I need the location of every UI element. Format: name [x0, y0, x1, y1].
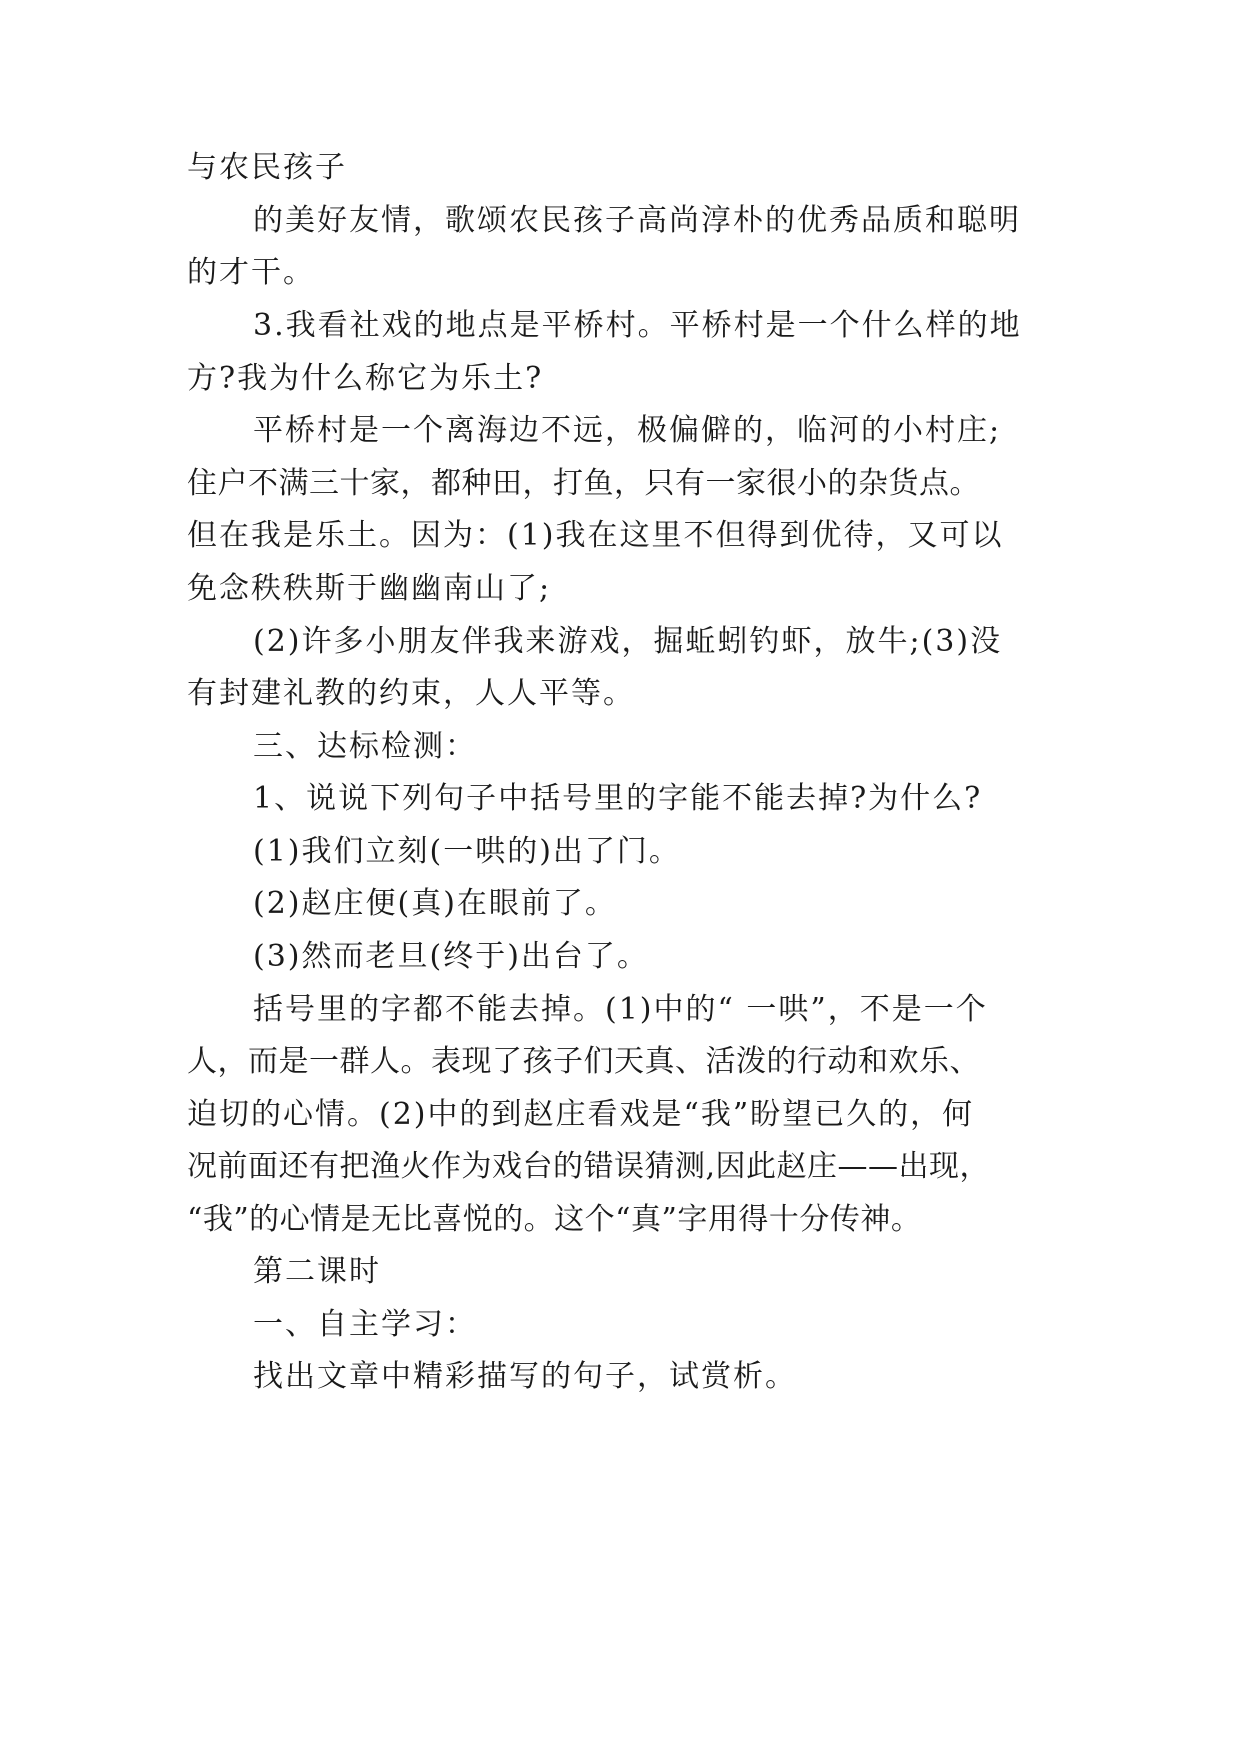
- question-item: (1)我们立刻(一哄的)出了门。: [253, 834, 681, 869]
- text-line: (2)许多小朋友伴我来游戏，掘蚯蚓钓虾，放牛;(3)没: [253, 624, 1003, 659]
- question-item: (3)然而老旦(终于)出台了。: [253, 939, 649, 974]
- text-line: 有封建礼教的约束，人人平等。: [187, 676, 635, 711]
- text-line: 的才干。: [187, 255, 315, 290]
- question-line: 1、说说下列句子中括号里的字能不能去掉?为什么?: [253, 781, 983, 816]
- text-line: 3.我看社戏的地点是平桥村。平桥村是一个什么样的地: [253, 308, 1022, 343]
- text-line: 的美好友情，歌颂农民孩子高尚淳朴的优秀品质和聪明: [253, 203, 1021, 238]
- text-line: 人，而是一群人。表现了孩子们天真、活泼的行动和欢乐、: [187, 1044, 980, 1079]
- text-line: 住户不满三十家，都种田，打鱼，只有一家很小的杂货点。: [187, 466, 980, 501]
- question-item: (2)赵庄便(真)在眼前了。: [253, 886, 617, 921]
- text-line: 找出文章中精彩描写的句子，试赏析。: [253, 1359, 797, 1394]
- text-line: 方?我为什么称它为乐土?: [187, 361, 544, 396]
- section-heading: 一、自主学习：: [253, 1307, 477, 1342]
- text-line: 迫切的心情。(2)中的到赵庄看戏是“我”盼望已久的，何: [187, 1097, 975, 1132]
- section-heading: 三、达标检测：: [253, 729, 477, 764]
- text-line: 平桥村是一个离海边不远，极偏僻的，临河的小村庄;: [253, 413, 1002, 448]
- lesson-heading: 第二课时: [253, 1254, 381, 1289]
- text-line: 与农民孩子: [187, 150, 347, 185]
- text-line: 免念秩秩斯于幽幽南山了;: [187, 571, 552, 606]
- text-line: 但在我是乐土。因为：(1)我在这里不但得到优待，又可以: [187, 518, 1004, 553]
- text-line: “我”的心情是无比喜悦的。这个“真”字用得十分传神。: [187, 1202, 922, 1237]
- text-line: 括号里的字都不能去掉。(1)中的“ 一哄”，不是一个: [253, 992, 988, 1027]
- text-line: 况前面还有把渔火作为戏台的错误猜测,因此赵庄——出现，: [187, 1149, 991, 1184]
